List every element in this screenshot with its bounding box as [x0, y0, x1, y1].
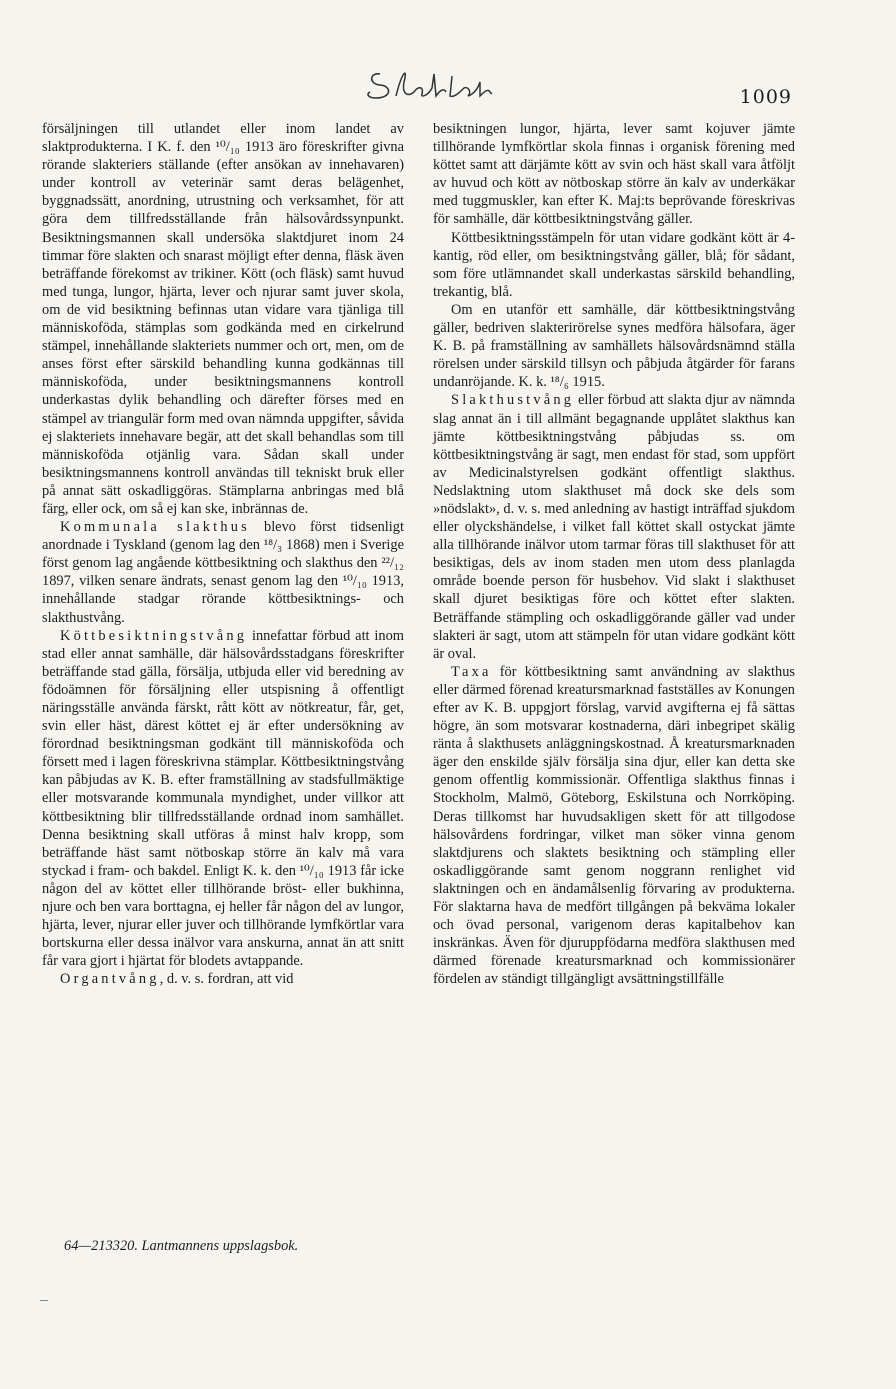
paragraph	[42, 627, 404, 971]
paragraph	[433, 663, 795, 989]
term-heading: Organtvång	[60, 971, 160, 988]
left-column	[42, 120, 404, 989]
paragraph-text: blevo först tidsenligt anordnade i Tyskland (genom lag den ¹⁸/₃ 1868) men i Sverige först genom lag angående köttbesiktning och slakthus den ²²/₁₂ 1897, vilken senare ändrats, senast genom lag den ¹⁰/₁₀ 1913, innehållande stadgar rörande köttbesiktnings- och slakthustvång.	[42, 519, 404, 626]
paragraph-text: eller förbud att slakta djur av nämnda slag annat än i till allmänt begagnande upplåtet slakthus kan jämte köttbesiktningstvång påbjudas ss. om köttbesiktningstvång är sagt, men endast för stad, som uppfört av Medicinalstyrelsen godkänt offentligt slakthus. Nedslaktning utom slakthuset må dock ske dels som »nödslakt», d. v. s. med anledning av hastigt inträffad sjukdom eller olyckshändelse, i vilket fall köttet skall ostyckat jämte alla tillhörande inälvor utom tarmar föras till slakthuset för att besiktigas, dels av inom staden men utom dess planlagda område boende person för husbehov. Vid slakt i slakthuset skall djuret besiktigas före och köttet efter slakten. Beträffande stämpling och oskadliggörande gäller vad under slakteri är sagt, utom att stämpeln för utan vidare godkänt kött är oval.	[433, 392, 795, 662]
term-heading: Slakthustvång	[451, 392, 575, 409]
margin-mark	[40, 1300, 48, 1301]
term-heading: Köttbesiktningstvång	[60, 627, 248, 644]
right-column	[433, 120, 795, 989]
term-heading: Kommunala slakthus	[60, 519, 250, 536]
paragraph: besiktningen lungor, hjärta, lever samt kojuver jämte tillhörande lymfkörtlar skola finnas i organisk förening med köttet samt att därjämte kött av svin och häst skall vara åtföljt av huvud och kött av nötboskap större än kalv av underkäkar med tuggmuskler, kan efter K. Maj:ts beprövande föreskrivas för samhälle, där köttbesiktningstvång gäller.	[433, 121, 795, 228]
paragraph: försäljningen till utlandet eller inom landet av slaktprodukterna. I K. f. den ¹⁰/₁₀ 1913 äro föreskrifter givna rörande slakteriers ställande (efter ansökan av innehavaren) under kontroll av veterinär samt deras belägenhet, byggnadssätt, anordning, utrustning och verksamhet, för att göra dem tillfredsställande från hälsovårdssynpunkt. Besiktningsmannen skall undersöka slaktdjuret inom 24 timmar före slakten och snarast möjligt efter denna, fläsk även beträffande förekomst av trikiner. Kött (och fläsk) samt huvud med tunga, lungor, hjärta, lever och njurar samt juver skola, om de vid besiktning befinnas utan vidare vara tjänliga till människoföda, stämplas som godkända med en cirkelrund stämpel, innehållande slakteriets nummer och ort, men, om de anses först efter särskild behandling kunna godkännas till människoföda, under besiktningsmannens kontroll underkastas dylik behandling och därefter förses med en stämpel av triangulär form med ovan nämnda uppgifter, såvida ej slakteriets innehavare begär, att det skall behandlas som till människoföda otjänlig vara. Sådan skall under besiktningsmannens kontroll användas till tekniskt bruk eller på annat sätt oskadliggöras. Stämplarna anbringas med blå färg, eller ock, om så ej kan ske, inbrännas de.	[42, 121, 404, 517]
printer-footer: 64—213320. Lantmannens uppslagsbok.	[64, 1238, 299, 1254]
term-heading: Taxa	[451, 663, 492, 680]
paragraph	[42, 970, 404, 988]
paragraph: Köttbesiktningsstämpeln för utan vidare godkänt kött är 4-kantig, röd eller, om besiktningstvång gäller, blå; för sådant, som före utlämnandet skall underkastas särskild behandling, trekantig, blå.	[433, 229, 795, 300]
paragraph: Om en utanför ett samhälle, där köttbesiktningstvång gäller, bedriven slakterirörelse synes medföra hälsofara, äger K. B. på framställning av samhällets hälsovårdsnämnd ställa rörelsen under särskild tillsyn och påbjuda åtgärder för farans undanröjande. K. k. ¹⁸/₆ 1915.	[433, 301, 795, 391]
paragraph-text: , d. v. s. fordran, att vid	[159, 971, 294, 988]
paragraph-text: för köttbesiktning samt användning av slakthus eller därmed förenad kreatursmarknad fastställes av Konungen efter av K. B. uppgjort förslag, varvid avgifterna ej få sättas högre, än som motsvarar kostnaderna, däri inbegripet skälig ränta å slakthusets anläggningskostnad. Å kreatursmarknaden äger den enskilde själv försälja sina djur, eller kan detta ske genom offentlig kommissionär. Offentliga slakthus finnas i Stockholm, Malmö, Göteborg, Eskilstuna och Norrköping. Deras tillkomst har huvudsakligen skett för att tillgodose hälsovårdens fordringar, vilket man söker vinna genom slaktdjurens och slaktets besiktning och stämpling eller oskadliggörande samt genom noggrann renlighet vid slaktningen och en ändamålsenlig förvaring av produkterna. För slaktarna hava de medfört tillgången på bekväma lokaler och övad personal, varigenom deras kapitalbehov kan inskränkas. Även för djuruppfödarna medföra slakthusen med därmed förenade kreatursmarknad och kommissionärer fördelen av ständigt tillgängligt avsättningstillfälle	[433, 663, 795, 988]
page-number: 1009	[739, 86, 792, 108]
paragraph	[42, 518, 404, 627]
handwritten-annotation	[362, 52, 522, 112]
paragraph-text: innefattar förbud att inom stad eller annat samhälle, där hälsovårdsstadgans föreskrifter beträffande stad gälla, försälja, utbjuda eller vid beredning av födoämnen för försäljning eller utspisning å offentligt näringsställe använda färskt, rått kött av nötkreatur, får, get, svin eller häst, därest köttet ej är efter undersökning av förordnad besiktningsman godkänt till människoföda och försett med i lagen föreskrivna stämplar. Köttbesiktningstvång kan påbjudas av K. B. efter framställning av stadsfullmäktige eller motsvarande kommunala myndighet, under villkor att köttbesiktning blir tillfredsställande ordnad inom samhället. Denna besiktning skall utföras å minst halv kropp, som beträffande häst samt nötboskap större än kalv må vara styckad i fram- och bakdel. Enligt K. k. den ¹⁰/₁₀ 1913 får icke någon del av köttet eller tillhörande bröst- eller bukhinna, njure och ben vara borttagna, ej heller får någon del av lungor, hjärta, lever, njurar eller juver och tillhörande lymfkörtlar vara bortskurna eller dessa inälvor vara anskurna, annat än att snitt får vara gjort i hjärtat för blodets avtappande.	[42, 627, 404, 970]
paragraph	[433, 391, 795, 662]
